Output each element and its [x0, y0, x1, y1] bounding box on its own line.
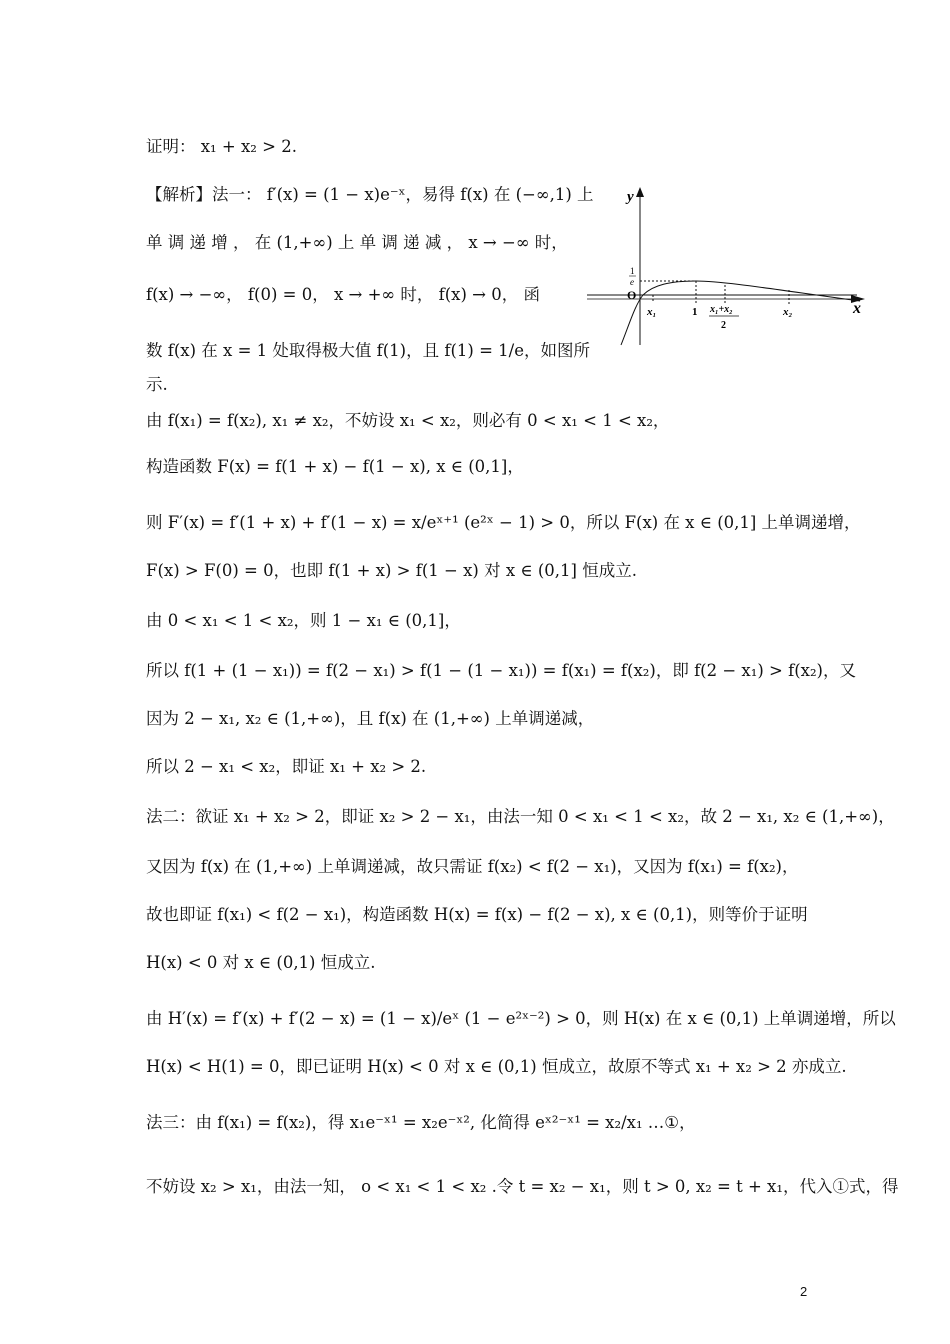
text-line-12: 所以 f(1 + (1 − x₁)) = f(2 − x₁) > f(1 − (1 − x₁)) = f(x₁) = f(x₂)，即 f(2 − x₁) > f(x₂)，又: [146, 661, 856, 680]
tick-label-x1: x₁: [647, 306, 657, 318]
text-line-6: 示.: [146, 375, 168, 394]
y-axis-label: y: [627, 189, 634, 205]
function-curve: [621, 281, 860, 345]
text-line-1: 证明： x₁ + x₂ > 2.: [146, 137, 297, 156]
text-line-5: 数 f(x) 在 x = 1 处取得极大值 f(1)，且 f(1) = 1/e，如图所: [146, 341, 590, 360]
text-line-8: 构造函数 F(x) = f(1 + x) − f(1 − x), x ∈ (0,1]，: [146, 457, 524, 476]
text-line-22: 不妨设 x₂ > x₁，由法一知， o < x₁ < 1 < x₂ .令 t = x₂ − x₁，则 t > 0, x₂ = t + x₁，代入①式，得: [146, 1177, 899, 1196]
text-line-11: 由 0 < x₁ < 1 < x₂，则 1 − x₁ ∈ (0,1]，: [146, 611, 461, 630]
text-line-19: 由 H′(x) = f′(x) + f′(2 − x) = (1 − x)/eˣ (1 − e²ˣ⁻²) > 0，则 H(x) 在 x ∈ (0,1) 上单调递增，所以: [146, 1009, 896, 1028]
function-graph: [585, 185, 875, 355]
text-line-16: 又因为 f(x) 在 (1,+∞) 上单调递减，故只需证 f(x₂) < f(2 − x₁)，又因为 f(x₁) = f(x₂)，: [146, 857, 799, 876]
page-number: 2: [800, 1284, 808, 1299]
text-line-14: 所以 2 − x₁ < x₂，即证 x₁ + x₂ > 2.: [146, 757, 427, 776]
text-line-7: 由 f(x₁) = f(x₂), x₁ ≠ x₂，不妨设 x₁ < x₂，则必有 0 < x₁ < 1 < x₂，: [146, 411, 670, 430]
text-line-3: 单 调 递 增 ， 在 (1,+∞) 上 单 调 递 减 ， x → −∞ 时，: [146, 233, 568, 252]
text-line-10: F(x) > F(0) = 0，也即 f(1 + x) > f(1 − x) 对 x ∈ (0,1] 恒成立.: [146, 561, 637, 580]
text-line-17: 故也即证 f(x₁) < f(2 − x₁)，构造函数 H(x) = f(x) − f(2 − x), x ∈ (0,1)，则等价于证明: [146, 905, 808, 924]
tick-label-x2: x₂: [783, 306, 793, 318]
text-line-18: H(x) < 0 对 x ∈ (0,1) 恒成立.: [146, 953, 376, 972]
text-line-2: 【解析】法一： f′(x) = (1 − x)e⁻ˣ，易得 f(x) 在 (−∞,1) 上: [146, 185, 594, 204]
max-value-numerator: 1: [630, 266, 635, 276]
text-line-9: 则 F′(x) = f′(1 + x) + f′(1 − x) = x/eˣ⁺¹ (e²ˣ − 1) > 0，所以 F(x) 在 x ∈ (0,1] 上单调递增，: [146, 513, 861, 532]
tick-label-midpoint-numerator: x₁+x₂: [710, 304, 733, 315]
tick-label-midpoint-denominator: 2: [721, 320, 726, 331]
text-line-20: H(x) < H(1) = 0，即已证明 H(x) < 0 对 x ∈ (0,1) 恒成立，故原不等式 x₁ + x₂ > 2 亦成立.: [146, 1057, 847, 1076]
origin-label: O: [627, 288, 637, 302]
tick-label-one: 1: [692, 306, 698, 318]
text-line-15: 法二：欲证 x₁ + x₂ > 2，即证 x₂ > 2 − x₁，由法一知 0 < x₁ < 1 < x₂，故 2 − x₁, x₂ ∈ (1,+∞)，: [146, 807, 895, 826]
y-axis-arrow: [636, 187, 644, 197]
text-line-21: 法三：由 f(x₁) = f(x₂)，得 x₁e⁻ˣ¹ = x₂e⁻ˣ², 化简得 eˣ²⁻ˣ¹ = x₂/x₁ …①，: [146, 1113, 696, 1132]
text-line-4: f(x) → −∞， f(0) = 0， x → +∞ 时， f(x) → 0， 函: [146, 285, 540, 304]
text-line-13: 因为 2 − x₁, x₂ ∈ (1,+∞)，且 f(x) 在 (1,+∞) 上单调递减，: [146, 709, 595, 728]
x-axis-label: x: [853, 300, 861, 317]
max-value-denominator: e: [630, 277, 634, 287]
